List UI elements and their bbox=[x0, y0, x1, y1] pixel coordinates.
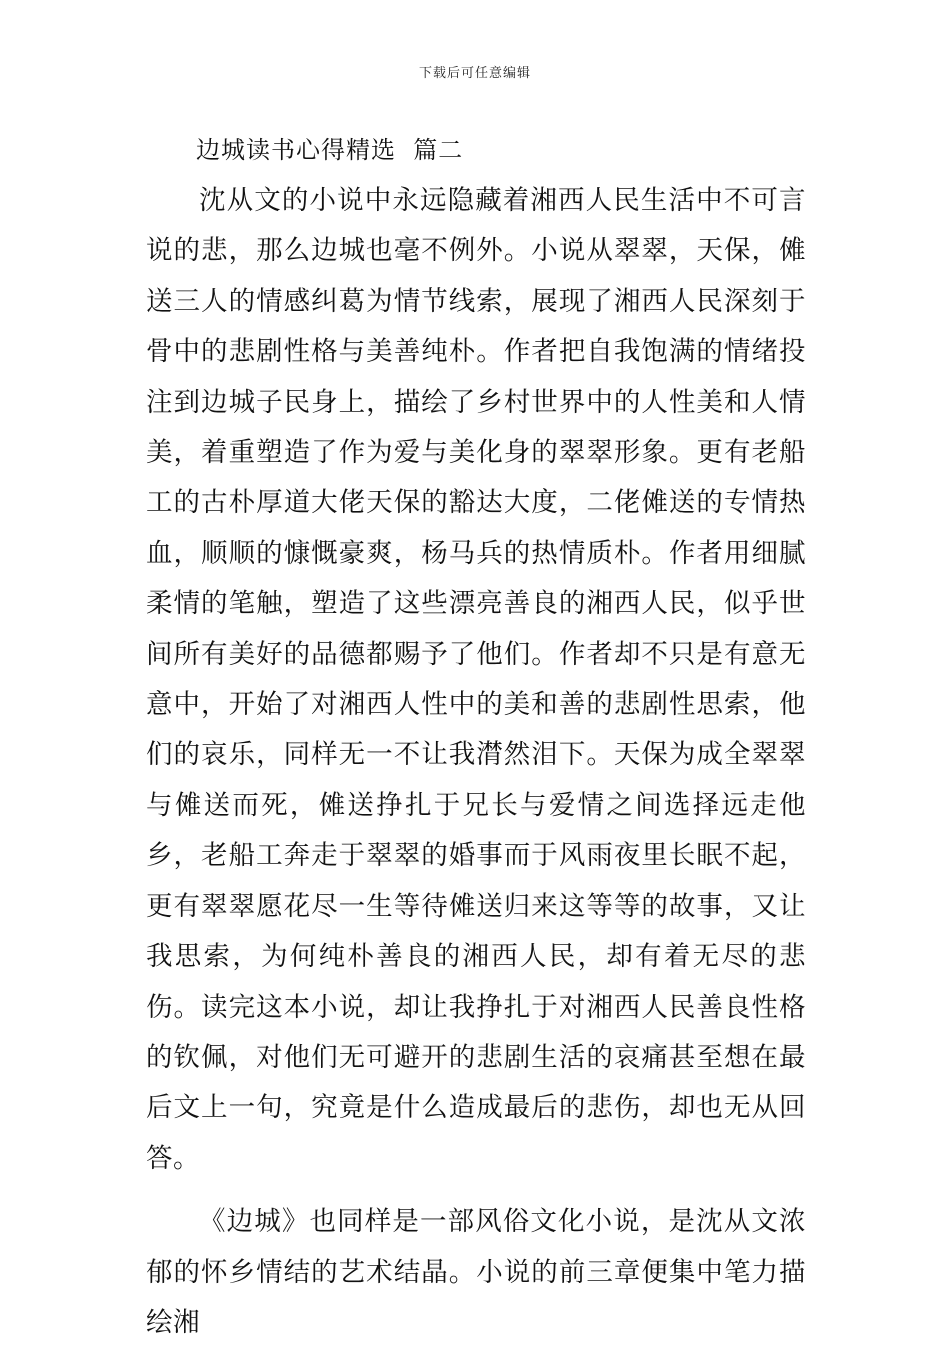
body-paragraph: 《边城》也同样是一部风俗文化小说，是沈从文浓郁的怀乡情结的艺术结晶。小说的前三章便集中笔力描绘湘 bbox=[146, 1206, 806, 1338]
document-body bbox=[146, 128, 806, 1348]
page-header-note: 下载后可任意编辑 bbox=[418, 66, 531, 81]
body-paragraph: 沈从文的小说中永远隐藏着湘西人民生活中不可言说的悲，那么边城也毫不例外。小说从翠翠，天保，傩送三人的情感纠葛为情节线索，展现了湘西人民深刻于骨中的悲剧性格与美善纯朴。作者把自我饱满的情绪投注到边城子民身上，描绘了乡村世界中的人性美和人情美，着重塑造了作为爱与美化身的翠翠形象。更有老船工的古朴厚道大佬天保的豁达大度，二佬傩送的专情热血，顺顺的慷慨豪爽，杨马兵的热情质朴。作者用细腻柔情的笔触，塑造了这些漂亮善良的湘西人民，似乎世间所有美好的品德都赐予了他们。作者却不只是有意无意中，开始了对湘西人性中的美和善的悲剧性思索，他们的哀乐，同样无一不让我潸然泪下。天保为成全翠翠与傩送而死，傩送挣扎于兄长与爱情之间选择远走他乡，老船工奔走于翠翠的婚事而于风雨夜里长眠不起，更有翠翠愿花尽一生等待傩送归来这等等的故事，又让我思索，为何纯朴善良的湘西人民，却有着无尽的悲伤。读完这本小说，却让我挣扎于对湘西人民善良性格的钦佩，对他们无可避开的悲剧生活的哀痛甚至想在最后文上一句，究竟是什么造成最后的悲伤，却也无从回答。 bbox=[146, 185, 806, 1174]
section-heading: 边城读书心得精选 篇二 bbox=[196, 136, 464, 164]
